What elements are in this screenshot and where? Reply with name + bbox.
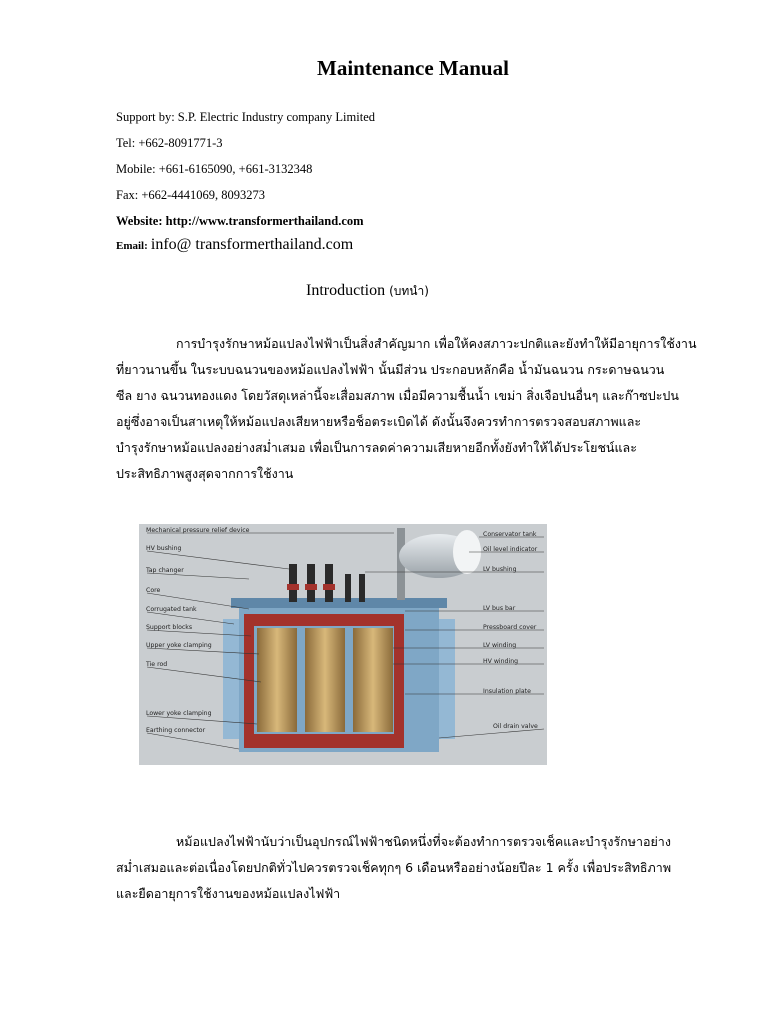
maintenance-paragraph: [116, 829, 716, 907]
paragraph-line: การบำรุงรักษาหม้อแปลงไฟฟ้าเป็นสิ่งสำคัญมาก เพื่อให้คงสภาวะปกติและยังทำให้มีอายุการใช้งาน: [176, 336, 697, 351]
mobile-line: Mobile: +661-6165090, +661-3132348: [116, 162, 313, 176]
paragraph-line: ที่ยาวนานขึ้น ในระบบฉนวนของหม้อแปลงไฟฟ้า นั้นมีส่วน ประกอบหลักคือ น้ำมันฉนวน กระดาษฉนวน: [116, 362, 665, 377]
paragraph-line: หม้อแปลงไฟฟ้านับว่าเป็นอุปกรณ์ไฟฟ้าชนิดหนึ่งที่จะต้องทำการตรวจเช็คและบำรุงรักษาอย่าง: [176, 834, 671, 849]
paragraph-line: และยืดอายุการใช้งานของหม้อแปลงไฟฟ้า: [116, 886, 341, 901]
figure-label: Mechanical pressure relief device: [146, 527, 250, 534]
figure-label: Core: [146, 587, 161, 594]
transformer-cutaway-figure: [139, 524, 547, 765]
introduction-title-thai: (บทนำ): [389, 284, 429, 298]
figure-label: HV winding: [483, 658, 519, 665]
email-link[interactable]: info@ transformerthailand.com: [150, 236, 354, 253]
figure-label: Oil level indicator: [483, 546, 538, 553]
figure-label: Earthing connector: [146, 727, 206, 734]
introduction-heading: [306, 282, 429, 301]
figure-label: Conservator tank: [483, 531, 537, 538]
website-line[interactable]: Website: http://www.transformerthailand.com: [116, 214, 364, 228]
figure-label: LV winding: [483, 642, 517, 649]
email-label: Email:: [116, 240, 148, 252]
figure-label: Support blocks: [146, 624, 193, 631]
support-line: Support by: S.P. Electric Industry company Limited: [116, 110, 375, 124]
intro-paragraph: [116, 331, 716, 487]
figure-label: Upper yoke clamping: [146, 642, 212, 649]
figure-label: Tie rod: [146, 661, 168, 668]
figure-label: Lower yoke clamping: [146, 710, 212, 717]
paragraph-line: ซีล ยาง ฉนวนทองแดง โดยวัสดุเหล่านี้จะเสื่อมสภาพ เมื่อมีความชื้นน้ำ เขม่า สิ่งเจือปนอื่นๆ และก๊าซปะปน: [116, 388, 679, 403]
figure-label: HV bushing: [146, 545, 182, 552]
figure-label: Corrugated tank: [146, 606, 197, 613]
email-line: [116, 236, 353, 254]
document-title: Maintenance Manual: [317, 56, 509, 80]
tel-line: Tel: +662-8091771-3: [116, 136, 223, 150]
figure-label: LV bushing: [483, 566, 517, 573]
introduction-title: Introduction: [306, 282, 386, 299]
figure-label: LV bus bar: [483, 605, 516, 612]
paragraph-line: อยู่ซึ่งอาจเป็นสาเหตุให้หม้อแปลงเสียหายหรือช็อตระเบิดได้ ดังนั้นจึงควรทำการตรวจสอบสภาพและ: [116, 414, 642, 429]
fax-line: Fax: +662-4441069, 8093273: [116, 188, 266, 202]
figure-label: Insulation plate: [483, 688, 531, 695]
figure-label: Tap changer: [146, 567, 184, 574]
figure-label: Pressboard cover: [483, 624, 537, 631]
paragraph-line: ประสิทธิภาพสูงสุดจากการใช้งาน: [116, 466, 294, 481]
figure-label: Oil drain valve: [493, 723, 538, 730]
paragraph-line: บำรุงรักษาหม้อแปลงอย่างสม่ำเสมอ เพื่อเป็นการลดค่าความเสียหายอีกทั้งยังทำให้ได้ประโยชน์และ: [116, 440, 637, 455]
paragraph-line: สม่ำเสมอและต่อเนื่องโดยปกติทั่วไปควรตรวจเช็คทุกๆ 6 เดือนหรืออย่างน้อยปีละ 1 ครั้ง เพื่อประสิทธิภาพ: [116, 860, 672, 875]
